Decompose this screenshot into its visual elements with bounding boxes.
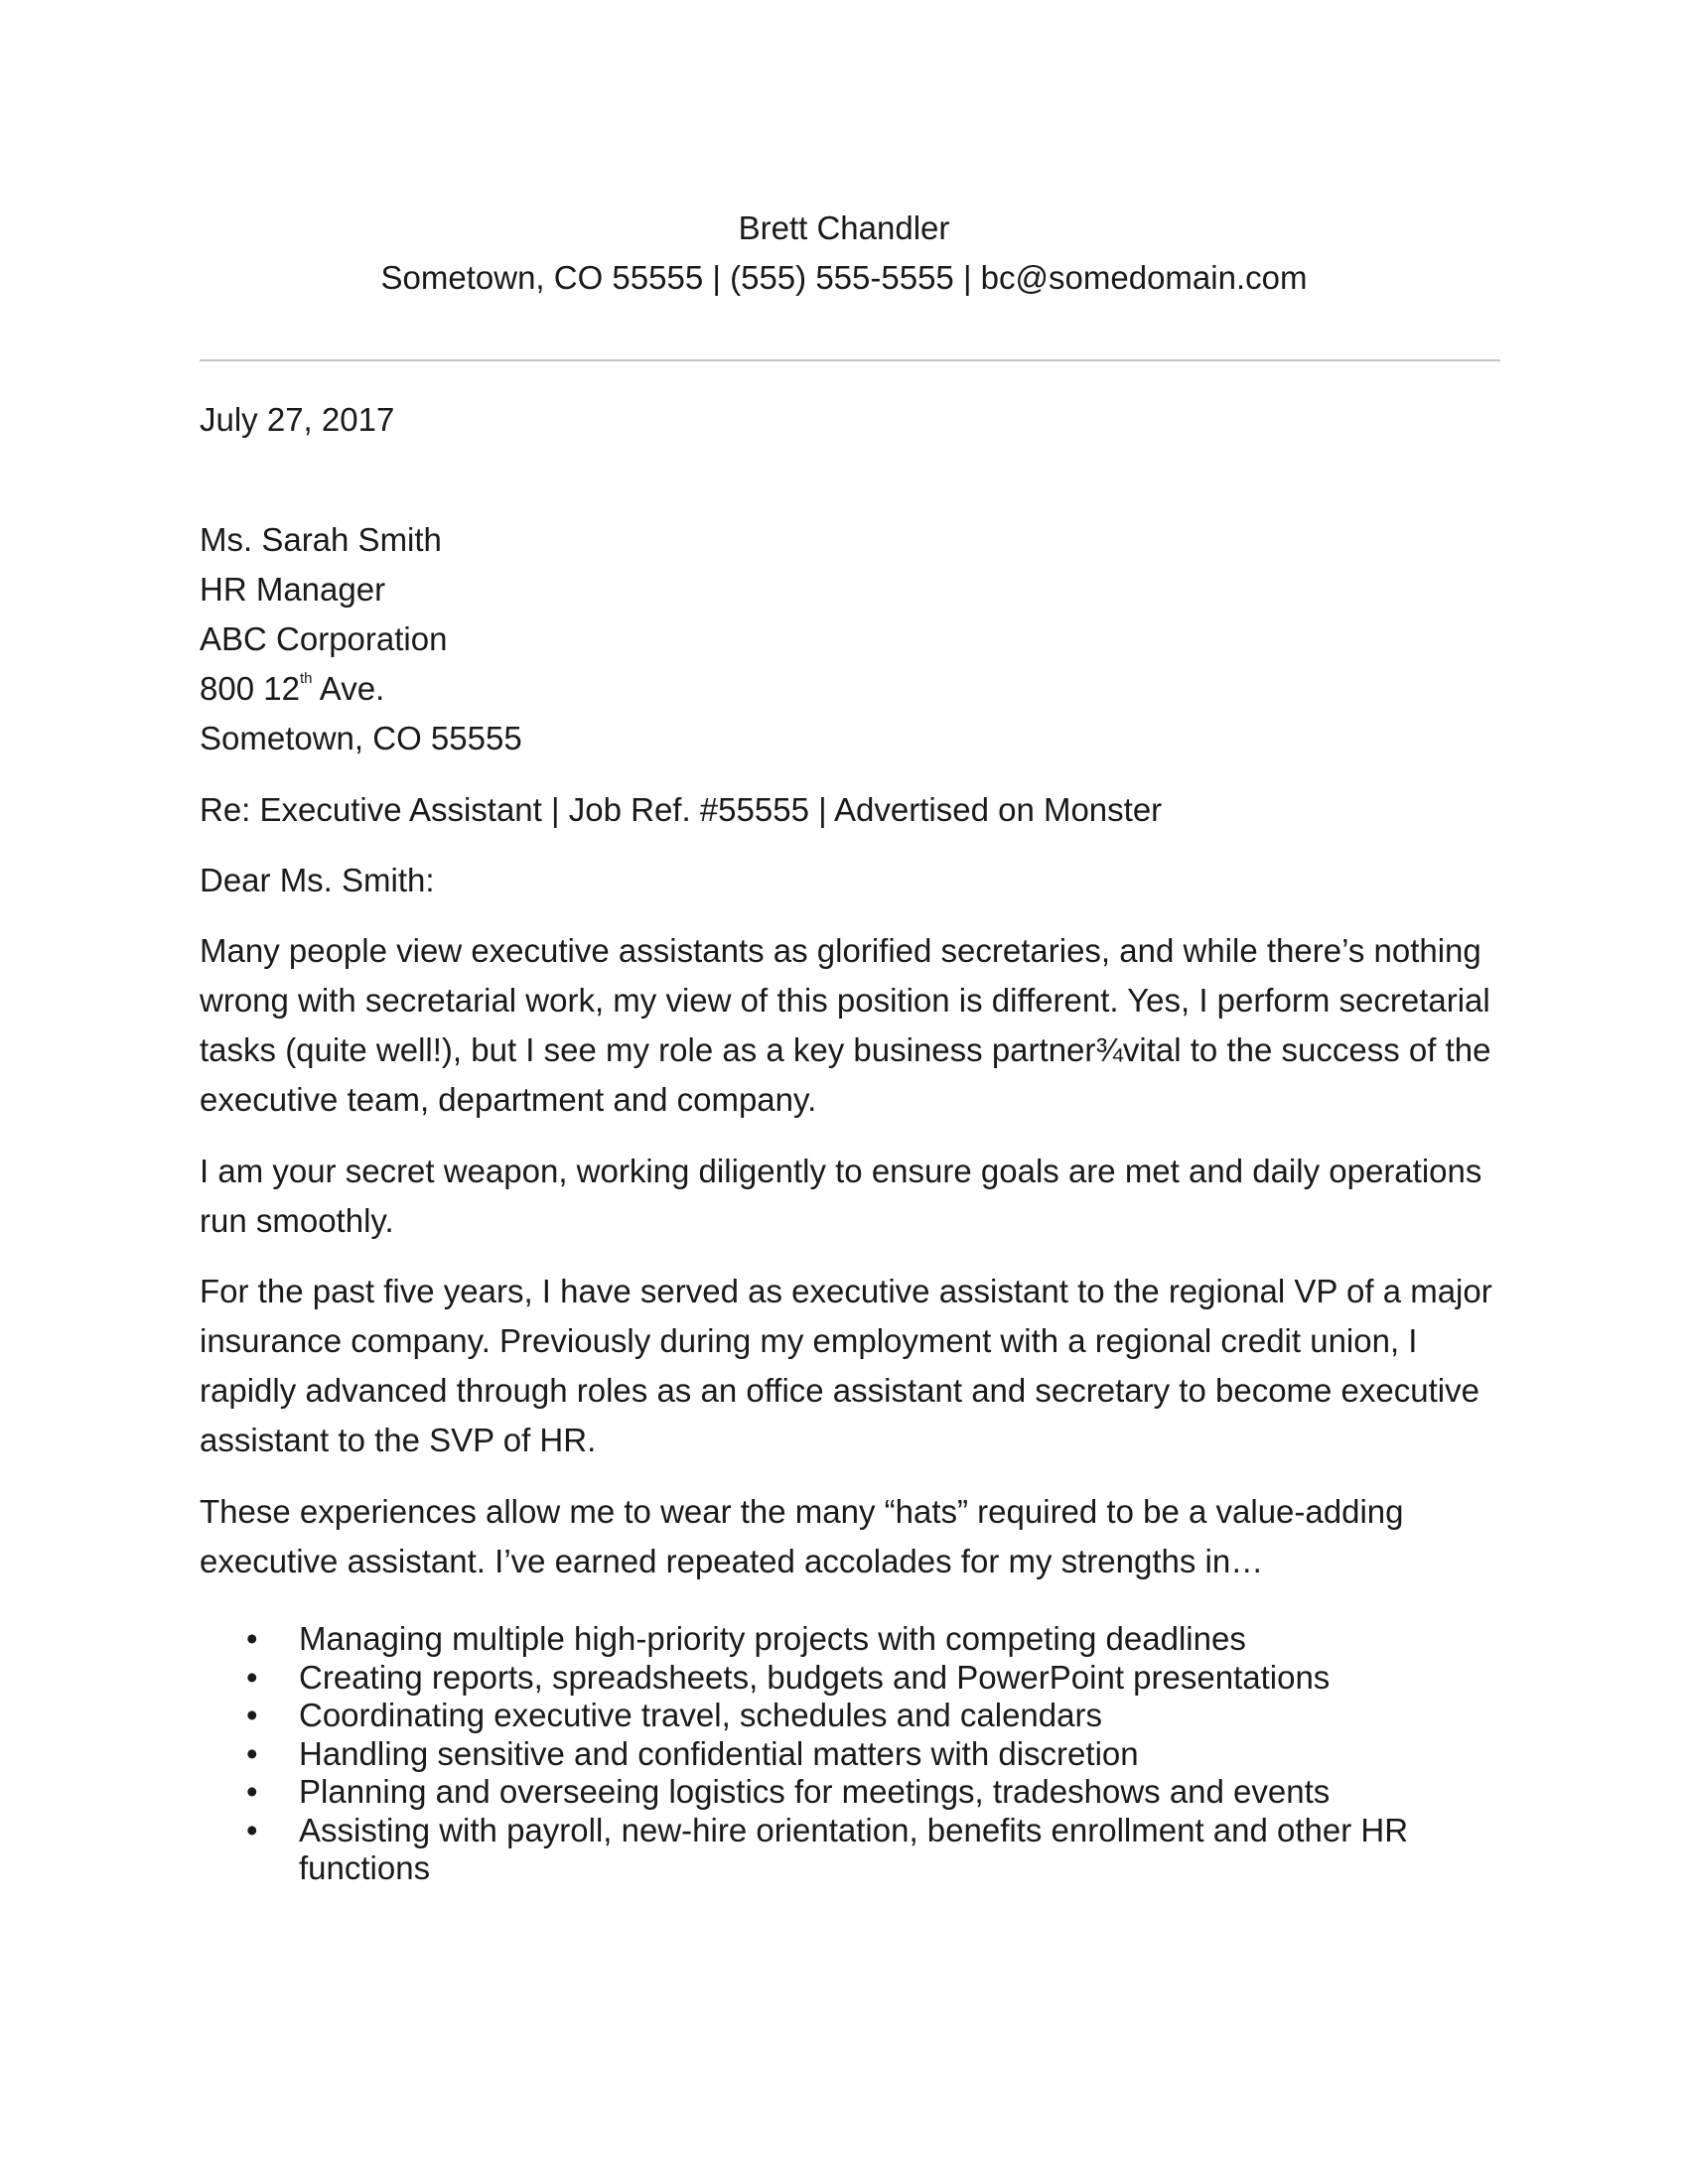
list-item [200,1735,1500,1774]
recipient-name: Ms. Sarah Smith [200,521,442,558]
sender-contact-line: Sometown, CO 55555 | (555) 555-5555 | bc@somedomain.com [380,259,1308,296]
header-divider [200,359,1500,361]
recipient-address [200,515,1500,763]
street-ordinal: th [299,670,313,687]
street-number: 800 12 [200,670,300,707]
bullet-icon: • [246,1811,258,1848]
list-item [200,1812,1500,1888]
body-paragraph: I am your secret weapon, working diligently to ensure goals are met and daily operations run smoothly. [200,1153,1482,1239]
body-paragraph: For the past five years, I have served as executive assistant to the regional VP of a major insurance company. Previously during my employment with a regional credit union, I rapidly advanced through roles as an office assistant and secretary to become executive assistant to the SVP of HR. [200,1273,1492,1458]
list-item-text: Coordinating executive travel, schedules and calendars [299,1697,1102,1733]
sender-name: Brett Chandler [738,209,950,246]
recipient-company: ABC Corporation [200,620,448,657]
list-item-text: Creating reports, spreadsheets, budgets and PowerPoint presentations [299,1658,1331,1696]
recipient-street [200,664,1500,714]
letter-date: July 27, 2017 [200,401,395,438]
bullet-icon: • [246,1773,258,1810]
list-item [200,1620,1500,1659]
body-paragraph: Many people view executive assistants as glorified secretaries, and while there’s nothing wrong with secretarial work, my view of this position is different. Yes, I perform secretarial tasks (quite well!), but I see my role as a key business partner¾vital to the success of the executive team, department and company. [200,932,1491,1118]
list-item [200,1697,1500,1735]
list-item-text: Handling sensitive and confidential matters with discretion [299,1734,1139,1772]
list-item [200,1659,1500,1698]
bullet-icon: • [246,1697,258,1733]
street-suffix: Ave. [312,670,385,707]
bullet-icon: • [246,1620,258,1657]
list-item-text: Managing multiple high-priority projects with competing deadlines [299,1620,1246,1657]
bullet-icon: • [246,1734,258,1772]
recipient-city: Sometown, CO 55555 [200,720,522,756]
salutation: Dear Ms. Smith: [200,862,435,898]
bullet-icon: • [246,1658,258,1696]
list-item [200,1773,1500,1812]
strengths-list [200,1620,1500,1888]
list-item-text: Planning and overseeing logistics for meetings, tradeshows and events [299,1773,1331,1810]
re-line: Re: Executive Assistant | Job Ref. #55555 | Advertised on Monster [200,791,1163,828]
body-paragraph: These experiences allow me to wear the many “hats” required to be a value-adding executive assistant. I’ve earned repeated accolades for my strengths in… [200,1493,1404,1579]
list-item-text: Assisting with payroll, new-hire orientation, benefits enrollment and other HR functions [299,1811,1409,1886]
recipient-title: HR Manager [200,571,386,608]
